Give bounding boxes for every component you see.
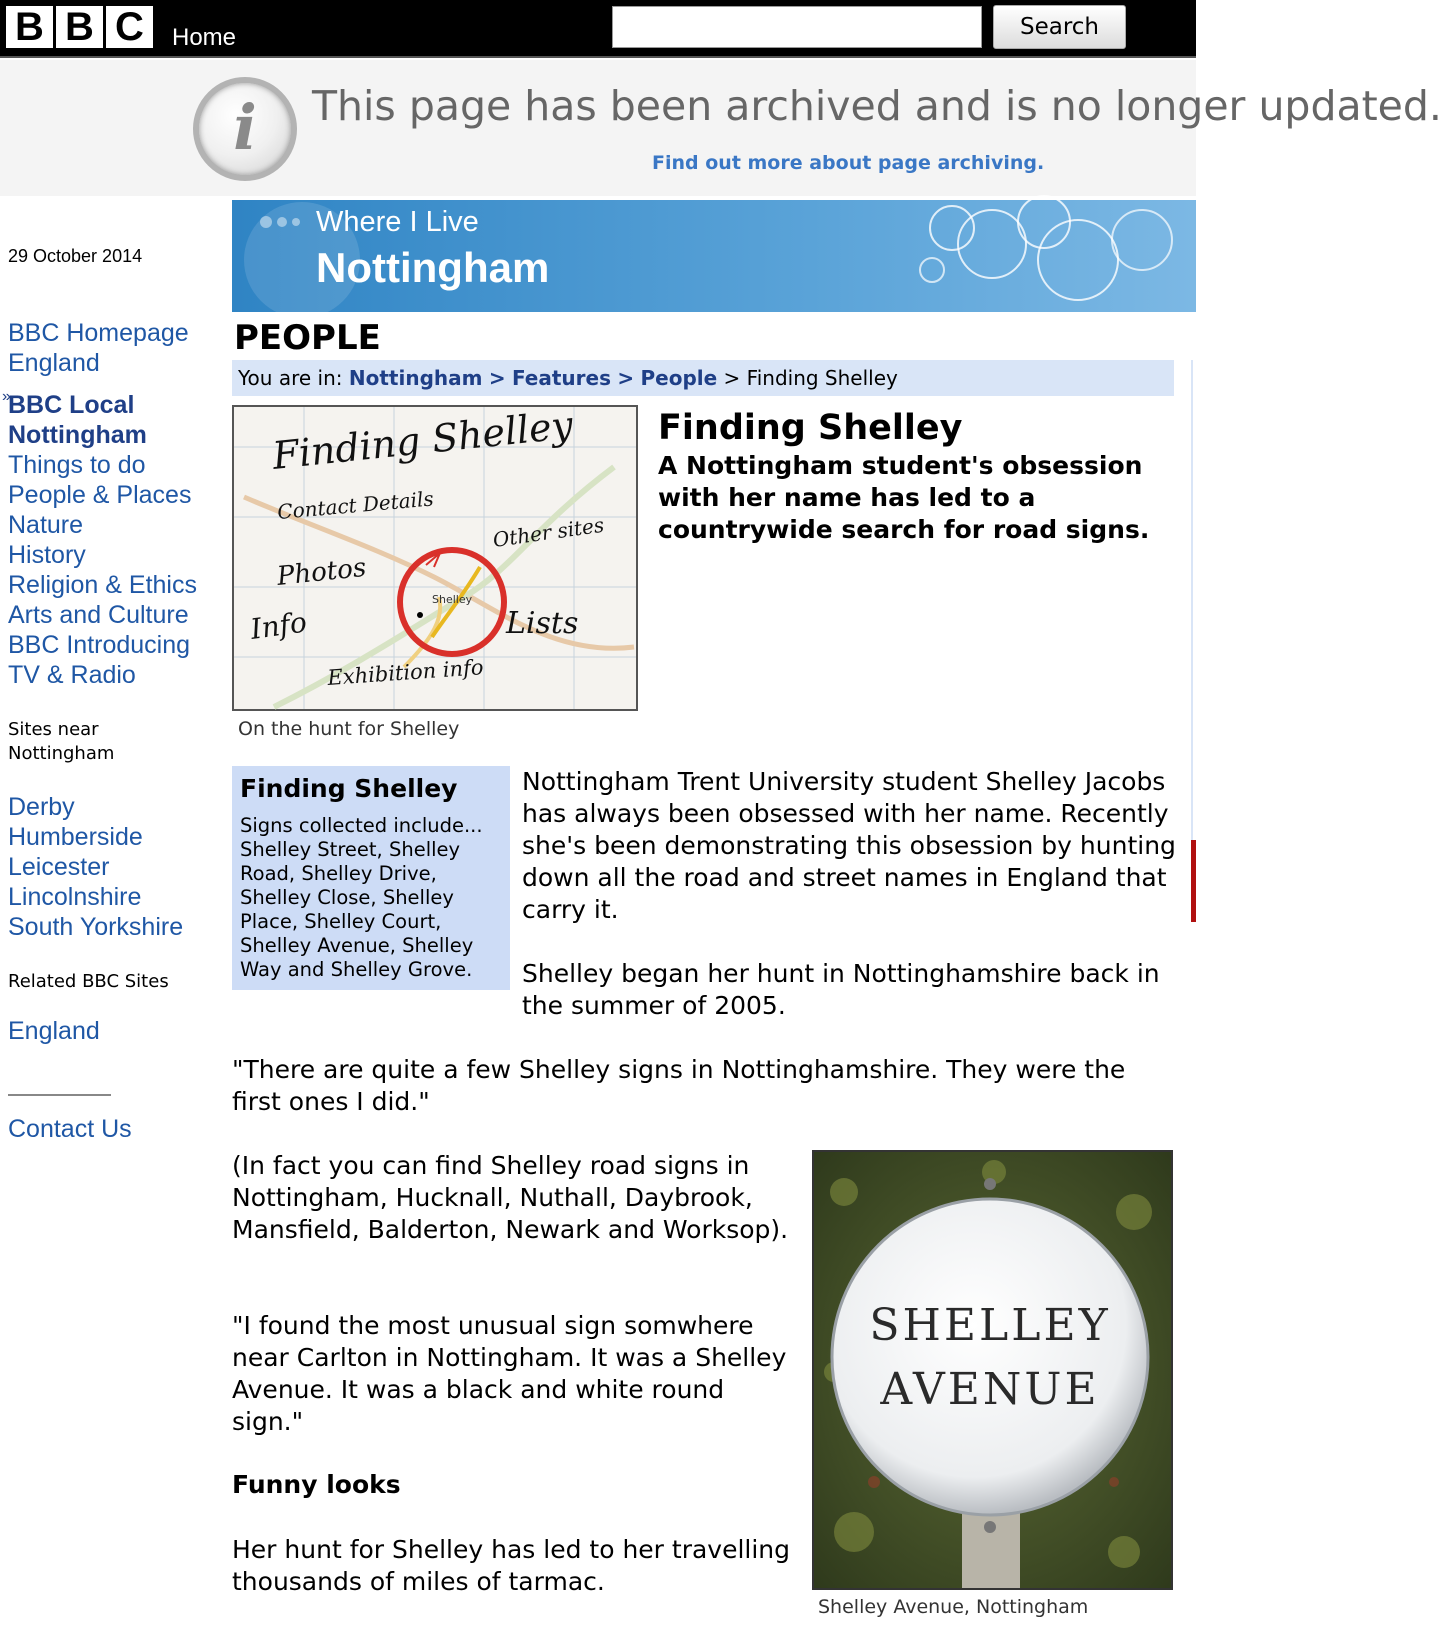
factbox-title: Finding Shelley (240, 774, 458, 803)
map-label: Shelley (432, 593, 473, 606)
map-label: Exhibition info (326, 655, 485, 690)
nav-link-lincolnshire[interactable]: Lincolnshire (8, 883, 142, 911)
section-title: PEOPLE (234, 318, 381, 358)
map-label: Lists (506, 606, 579, 641)
breadcrumb-people[interactable]: People (640, 366, 718, 390)
bbc-logo[interactable] (6, 6, 153, 48)
shelley-avenue-sign-photo (812, 1150, 1173, 1590)
breadcrumb-separator: > (723, 366, 741, 390)
nav-link-derby[interactable]: Derby (8, 793, 75, 821)
nav-link-humberside[interactable]: Humberside (8, 823, 143, 851)
article-paragraph: Her hunt for Shelley has led to her travelling thousands of miles of tarmac. (232, 1535, 791, 1596)
map-illustration (234, 402, 636, 709)
article-summary: A Nottingham student's obsession with her name has led to a countrywide search for road signs. (658, 451, 1150, 544)
current-marker-icon: » (2, 388, 11, 405)
article-paragraph: "There are quite a few Shelley signs in Nottinghamshire. They were the first ones I did." (232, 1055, 1126, 1116)
breadcrumb-current: Finding Shelley (746, 366, 898, 390)
breadcrumb-separator: > (488, 366, 506, 390)
archive-title: This page has been archived and is no longer updated. (312, 82, 1442, 130)
info-icon-glyph: i (233, 91, 257, 164)
archive-notice (0, 60, 1442, 196)
related-sites-heading: Related BBC Sites (8, 971, 169, 992)
nav-link-leicester[interactable]: Leicester (8, 853, 110, 881)
sign-illustration (814, 1152, 1171, 1588)
map-label: Contact Details (276, 486, 435, 524)
sites-near-heading (8, 718, 114, 766)
sign-text: SHELLEY (869, 1300, 1111, 1351)
nav-link-arts-culture[interactable]: Arts and Culture (8, 601, 189, 629)
nav-divider (8, 1094, 111, 1096)
sign-text: AVENUE (880, 1364, 1100, 1415)
nav-link-things-to-do[interactable]: Things to do (8, 451, 146, 479)
right-column-edge (1191, 360, 1193, 920)
nav-link-people-places[interactable]: People & Places (8, 481, 192, 509)
map-label: Finding Shelley (270, 402, 575, 478)
sites-near-heading-line: Nottingham (8, 743, 115, 764)
nav-link-england[interactable]: England (8, 349, 100, 377)
bbc-logo-letter: C (106, 6, 153, 48)
nav-group-sites-near (8, 792, 183, 942)
home-link[interactable]: Home (172, 24, 237, 51)
article-paragraph: Nottingham Trent University student Shelley Jacobs has always been obsessed with her name. Recently she's been demonstrating this obsession by hunting down all the road and street names in England that carry it. (522, 767, 1176, 924)
nav-link-nottingham[interactable]: Nottingham (8, 421, 147, 449)
map-image-caption: On the hunt for Shelley (238, 718, 460, 740)
nav-link-tv-radio[interactable]: TV & Radio (8, 661, 136, 689)
nav-link-bbc-local[interactable]: BBC Local (8, 391, 135, 419)
right-column-edge-accent (1191, 840, 1196, 922)
factbox (232, 766, 510, 990)
bbc-logo-letter: B (56, 6, 103, 48)
article-paragraph: "I found the most unusual sign somwhere near Carlton in Nottingham. It was a Shelley Avenue. It was a black and white round sign." (232, 1311, 787, 1436)
sites-near-heading-line: Sites near (8, 719, 99, 740)
map-label: Other sites (491, 512, 606, 552)
map-label: Photos (275, 552, 368, 592)
article-paragraph: Shelley began her hunt in Nottinghamshire back in the summer of 2005. (522, 959, 1160, 1020)
breadcrumb-prefix: You are in: (238, 366, 343, 390)
where-i-live-banner[interactable] (232, 200, 1196, 312)
bbc-logo-letter: B (6, 6, 53, 48)
nav-link-south-yorkshire[interactable]: South Yorkshire (8, 913, 184, 941)
nav-link-history[interactable]: History (8, 541, 86, 569)
banner-where-i-live: Where I Live (316, 206, 479, 238)
nav-link-religion-ethics[interactable]: Religion & Ethics (8, 571, 197, 599)
nav-group-top (2, 318, 197, 690)
search-input[interactable] (612, 6, 982, 48)
top-bar (0, 0, 1196, 58)
search-button[interactable]: Search (993, 5, 1126, 49)
breadcrumb-features[interactable]: Features (511, 366, 611, 390)
nav-link-related-england[interactable]: England (8, 1017, 100, 1045)
article-paragraph: (In fact you can find Shelley road signs in Nottingham, Hucknall, Nuthall, Daybrook, Mansfield, Balderton, Newark and Worksop). (232, 1151, 789, 1244)
info-icon (193, 77, 297, 181)
banner-city: Nottingham (316, 244, 550, 291)
factbox-text: Signs collected include... Shelley Street, Shelley Road, Shelley Drive, Shelley Close, Shelley Place, Shelley Court, Shelley Avenue, Shelley Way and Shelley Grove. (240, 814, 483, 981)
breadcrumb-separator: > (617, 366, 635, 390)
nav-link-bbc-introducing[interactable]: BBC Introducing (8, 631, 191, 659)
sign-photo-caption: Shelley Avenue, Nottingham (818, 1596, 1089, 1618)
breadcrumb-nottingham[interactable]: Nottingham (348, 366, 483, 390)
archive-info-link[interactable]: Find out more about page archiving. (652, 152, 1045, 174)
page-date: 29 October 2014 (8, 246, 143, 266)
article-title: Finding Shelley (658, 408, 963, 448)
map-label: Info (248, 605, 309, 646)
breadcrumb (232, 360, 1174, 396)
nav-link-nature[interactable]: Nature (8, 511, 84, 539)
nav-link-bbc-homepage[interactable]: BBC Homepage (8, 319, 189, 347)
article-subheading: Funny looks (232, 1470, 401, 1499)
finding-shelley-map-image (232, 402, 638, 711)
nav-link-contact-us[interactable]: Contact Us (8, 1115, 132, 1143)
